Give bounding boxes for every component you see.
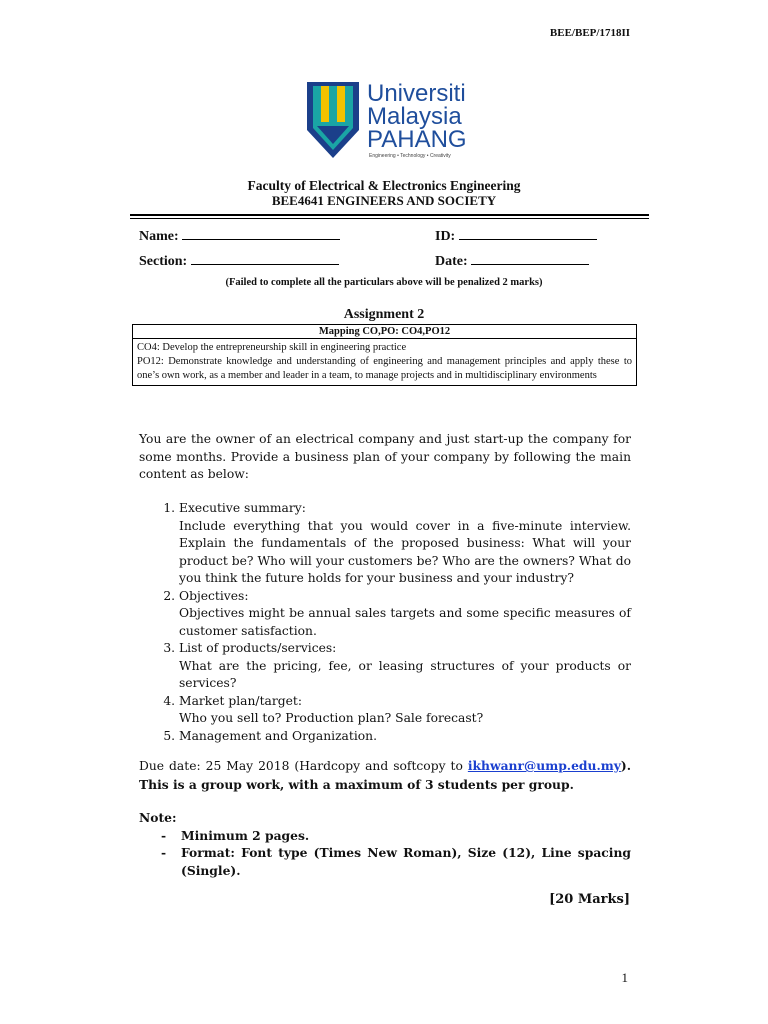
intro-paragraph: You are the owner of an electrical company and just start-up the company for some months. Provide a business plan of your company by following the main content as below:: [139, 432, 631, 481]
date-field: [435, 252, 589, 270]
po12-text: PO12: Demonstrate knowledge and understanding of engineering and management principles and apply these to one’s own work, as a member and leader in a team, to manage projects and in multidisciplinary environments: [137, 356, 632, 381]
header-rule-thin: [130, 218, 649, 219]
section-label: Section:: [139, 254, 188, 269]
list-item: [179, 728, 631, 746]
due-rest: ). This is a group work, with a maximum of 3 students per group.: [139, 758, 632, 792]
section-field: [139, 252, 339, 270]
penalty-note: (Failed to complete all the particulars above will be penalized 2 marks): [225, 277, 543, 288]
item-detail: What are the pricing, fee, or leasing structures of your products or services?: [179, 658, 631, 690]
logo-line3: PAHANG: [367, 126, 467, 153]
section-blank[interactable]: [191, 252, 339, 265]
name-field: [139, 227, 340, 245]
university-logo: [305, 80, 475, 162]
co4-text: CO4: Develop the entrepreneurship skill in engineering practice: [137, 342, 407, 353]
list-item: [179, 500, 631, 588]
item-title: 3. List of products/services:: [179, 641, 337, 655]
id-blank[interactable]: [459, 227, 597, 240]
item-title: 4. Market plan/target:: [179, 693, 302, 708]
name-label: Name:: [139, 229, 179, 244]
assignment-title: Assignment 2: [343, 307, 425, 322]
item-title: 5. Management and Organization.: [179, 728, 377, 743]
note-section: [139, 809, 631, 879]
item-detail: Who you sell to? Production plan? Sale forecast?: [179, 711, 484, 725]
item-title: 2. Objectives:: [179, 588, 249, 603]
date-label: Date:: [435, 254, 468, 269]
due-date: 25 May 2018 (Hardcopy and softcopy to: [200, 759, 468, 773]
header-rule-thick: [130, 214, 649, 216]
item-detail: Include everything that you would cover in a five-minute interview. Explain the fundamentals of the proposed business: What will your product be? Who will your customers be? Who are the owners? What do you think the future holds for your business and your industry?: [179, 518, 631, 585]
id-field: [435, 227, 597, 245]
note-item: - Minimum 2 pages.: [161, 827, 310, 843]
content-list: [139, 500, 631, 745]
course-title: BEE4641 ENGINEERS AND SOCIETY: [271, 193, 497, 208]
list-item: [179, 693, 631, 728]
total-marks: [20 Marks]: [549, 892, 630, 907]
due-date-paragraph: [139, 757, 631, 793]
item-title: 1. Executive summary:: [179, 501, 306, 515]
list-item: [179, 588, 631, 641]
mapping-box: [132, 324, 637, 386]
list-item: [179, 640, 631, 693]
date-blank[interactable]: [471, 252, 589, 265]
email-link[interactable]: ikhwanr@ump.edu.my: [467, 758, 621, 773]
page-number: 1: [621, 970, 628, 985]
logo-line1: Universiti: [367, 80, 466, 107]
faculty-title: Faculty of Electrical & Electronics Engineering: [247, 178, 521, 193]
name-blank[interactable]: [182, 227, 340, 240]
item-detail: Objectives might be annual sales targets and some specific measures of customer satisfaction.: [179, 606, 631, 638]
mapping-body: [133, 339, 636, 385]
logo-line2: Malaysia: [367, 103, 462, 130]
note-item: - Format: Font type (Times New Roman), Size (12), Line spacing (Single).: [161, 845, 631, 878]
mapping-header: Mapping CO,PO: CO4,PO12: [133, 325, 636, 339]
logo-tagline: Engineering • Technology • Creativity: [369, 153, 451, 159]
id-label: ID:: [435, 229, 456, 244]
document-code: BEE/BEP/1718II: [549, 27, 630, 39]
note-label: Note:: [139, 810, 177, 825]
logo-emblem-icon: [305, 80, 361, 160]
due-label: Due date:: [139, 759, 201, 773]
